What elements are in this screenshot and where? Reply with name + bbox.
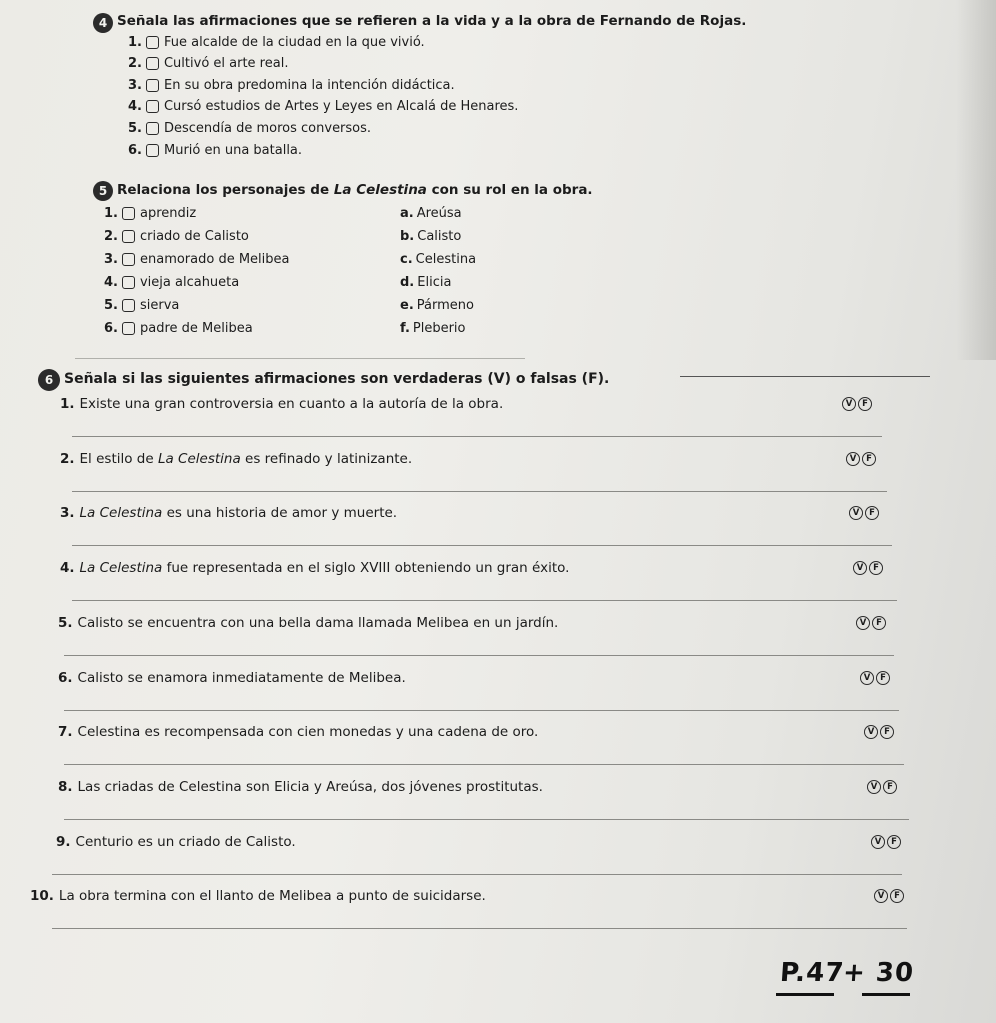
question-number: 1. [60, 396, 75, 412]
false-option[interactable]: F [869, 561, 883, 575]
handwritten-page-ref: P.47 [778, 958, 846, 988]
list-item[interactable] [128, 35, 425, 50]
option-text: Elicia [417, 275, 452, 290]
question-number: 9. [56, 834, 71, 850]
divider [680, 376, 930, 377]
true-false-selector [846, 452, 876, 466]
item-number: 6. [128, 143, 142, 158]
tf-question [58, 724, 538, 740]
question-text: Las criadas de Celestina son Elicia y Areúsa, dos jóvenes prostitutas. [77, 779, 543, 795]
section-5-title [117, 182, 593, 198]
false-option[interactable]: F [865, 506, 879, 520]
character-option [400, 229, 461, 244]
item-text: Cursó estudios de Artes y Leyes en Alcalá de Henares. [163, 99, 519, 114]
answer-line[interactable] [72, 545, 892, 546]
item-text: criado de Calisto [139, 229, 249, 244]
question-number: 2. [60, 451, 75, 467]
true-false-selector [874, 889, 904, 903]
false-option[interactable]: F [880, 725, 894, 739]
item-number: 5. [104, 298, 118, 313]
character-option [400, 206, 462, 221]
true-false-selector [867, 780, 897, 794]
question-text: es una historia de amor y muerte. [162, 505, 398, 521]
section-6-title: Señala si las siguientes afirmaciones son verdaderas (V) o falsas (F). [64, 371, 610, 387]
item-text: Murió en una batalla. [163, 143, 303, 158]
item-number: 1. [104, 206, 118, 221]
item-text: enamorado de Melibea [139, 252, 290, 267]
answer-line[interactable] [64, 764, 904, 765]
item-text: Descendía de moros conversos. [163, 121, 372, 136]
question-number: 4. [60, 560, 75, 576]
option-letter: d. [400, 275, 415, 290]
option-text: Pleberio [412, 321, 466, 336]
question-text: El estilo de [79, 451, 158, 467]
option-text: Celestina [415, 252, 477, 267]
item-text: Cultivó el arte real. [163, 56, 289, 71]
tf-question [60, 451, 412, 467]
question-text: Calisto se enamora inmediatamente de Melibea. [77, 670, 406, 686]
true-false-selector [864, 725, 894, 739]
option-text: Areúsa [416, 206, 462, 221]
title-text: Relaciona los personajes de [117, 182, 334, 198]
question-title-italic: La Celestina [79, 505, 163, 521]
item-number: 3. [104, 252, 118, 267]
item-number: 2. [128, 56, 142, 71]
section-4-number: 4 [93, 13, 113, 33]
handwritten-underline [862, 993, 910, 996]
tf-question [60, 560, 569, 576]
section-5-number: 5 [93, 181, 113, 201]
true-option[interactable]: V [856, 616, 870, 630]
item-text: vieja alcahueta [139, 275, 240, 290]
list-item[interactable] [104, 275, 239, 290]
answer-line[interactable] [72, 600, 897, 601]
true-option[interactable]: V [846, 452, 860, 466]
option-letter: c. [400, 252, 413, 267]
section-4-title: Señala las afirmaciones que se refieren a la vida y a la obra de Fernando de Rojas. [117, 13, 747, 29]
true-false-selector [871, 835, 901, 849]
list-item[interactable] [128, 56, 288, 71]
list-item[interactable] [104, 206, 196, 221]
question-text: es refinado y latinizante. [240, 451, 413, 467]
question-text: Existe una gran controversia en cuanto a la autoría de la obra. [79, 396, 504, 412]
checkbox[interactable] [122, 322, 135, 335]
option-letter: e. [400, 298, 414, 313]
false-option[interactable]: F [872, 616, 886, 630]
item-text: En su obra predomina la intención didáctica. [163, 78, 455, 93]
question-number: 8. [58, 779, 73, 795]
item-number: 4. [128, 99, 142, 114]
answer-line[interactable] [64, 655, 894, 656]
item-text: sierva [139, 298, 180, 313]
true-option[interactable]: V [874, 889, 888, 903]
character-option [400, 275, 451, 290]
answer-line[interactable] [64, 819, 909, 820]
item-number: 6. [104, 321, 118, 336]
checkbox[interactable] [146, 36, 159, 49]
tf-question [56, 834, 296, 850]
checkbox[interactable] [122, 230, 135, 243]
item-text: aprendiz [139, 206, 197, 221]
item-number: 3. [128, 78, 142, 93]
question-text: fue representada en el siglo XVIII obteniendo un gran éxito. [162, 560, 570, 576]
false-option[interactable]: F [876, 671, 890, 685]
section-6-number: 6 [38, 369, 60, 391]
question-title-italic: La Celestina [79, 560, 163, 576]
item-text: padre de Melibea [139, 321, 253, 336]
true-false-selector [856, 616, 886, 630]
true-option[interactable]: V [871, 835, 885, 849]
question-number: 5. [58, 615, 73, 631]
list-item[interactable] [104, 298, 179, 313]
checkbox[interactable] [122, 276, 135, 289]
answer-line[interactable] [64, 710, 899, 711]
character-option [400, 298, 474, 313]
true-option[interactable]: V [842, 397, 856, 411]
tf-question [58, 615, 558, 631]
list-item[interactable] [104, 252, 290, 267]
item-number: 5. [128, 121, 142, 136]
true-option[interactable]: V [864, 725, 878, 739]
answer-line[interactable] [72, 436, 882, 437]
item-number: 4. [104, 275, 118, 290]
checkbox[interactable] [146, 57, 159, 70]
item-number: 1. [128, 35, 142, 50]
false-option[interactable]: F [890, 889, 904, 903]
option-letter: a. [400, 206, 414, 221]
true-false-selector [860, 671, 890, 685]
true-false-selector [853, 561, 883, 575]
checkbox[interactable] [122, 253, 135, 266]
divider [75, 358, 525, 359]
true-option[interactable]: V [860, 671, 874, 685]
question-number: 3. [60, 505, 75, 521]
title-text: con su rol en la obra. [426, 182, 593, 198]
true-option[interactable]: V [853, 561, 867, 575]
answer-line[interactable] [52, 874, 902, 875]
tf-question [60, 396, 503, 412]
option-text: Calisto [417, 229, 462, 244]
list-item[interactable] [128, 99, 518, 114]
question-number: 10. [30, 888, 54, 904]
title-italic: La Celestina [333, 182, 427, 198]
question-number: 6. [58, 670, 73, 686]
list-item[interactable] [128, 121, 371, 136]
list-item[interactable] [128, 143, 302, 158]
checkbox[interactable] [122, 207, 135, 220]
question-text: La obra termina con el llanto de Melibea a punto de suicidarse. [58, 888, 486, 904]
checkbox[interactable] [146, 144, 159, 157]
checkbox[interactable] [146, 122, 159, 135]
true-option[interactable]: V [867, 780, 881, 794]
list-item[interactable] [128, 78, 455, 93]
answer-line[interactable] [72, 491, 887, 492]
false-option[interactable]: F [858, 397, 872, 411]
item-number: 2. [104, 229, 118, 244]
answer-line[interactable] [52, 928, 907, 929]
false-option[interactable]: F [883, 780, 897, 794]
list-item[interactable] [104, 321, 253, 336]
page-shadow [956, 0, 996, 360]
true-false-selector [849, 506, 879, 520]
checkbox[interactable] [146, 100, 159, 113]
false-option[interactable]: F [887, 835, 901, 849]
true-false-selector [842, 397, 872, 411]
option-text: Pármeno [416, 298, 474, 313]
question-text: Calisto se encuentra con una bella dama llamada Melibea en un jardín. [77, 615, 559, 631]
true-option[interactable]: V [849, 506, 863, 520]
list-item[interactable] [104, 229, 249, 244]
checkbox[interactable] [146, 79, 159, 92]
handwritten-addition: + 30 [841, 958, 916, 988]
tf-question [58, 779, 543, 795]
character-option [400, 321, 466, 336]
false-option[interactable]: F [862, 452, 876, 466]
character-option [400, 252, 476, 267]
option-letter: f. [400, 321, 410, 336]
checkbox[interactable] [122, 299, 135, 312]
question-number: 7. [58, 724, 73, 740]
handwritten-underline [776, 993, 834, 996]
tf-question [30, 888, 486, 904]
question-text: Centurio es un criado de Calisto. [75, 834, 296, 850]
option-letter: b. [400, 229, 415, 244]
item-text: Fue alcalde de la ciudad en la que vivió. [163, 35, 425, 50]
tf-question [58, 670, 406, 686]
question-text: Celestina es recompensada con cien monedas y una cadena de oro. [77, 724, 539, 740]
tf-question [60, 505, 397, 521]
question-title-italic: La Celestina [157, 451, 241, 467]
